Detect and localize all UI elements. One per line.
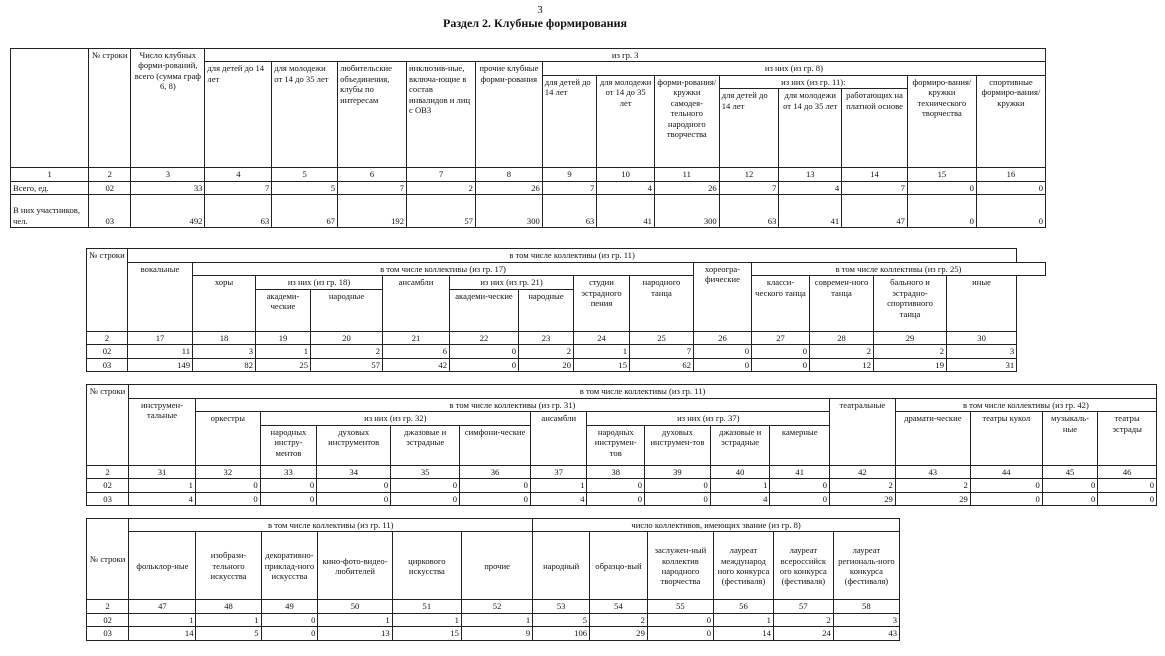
column-index: 16 xyxy=(976,168,1045,181)
data-cell: 29 xyxy=(830,492,896,505)
data-cell: 1 xyxy=(713,613,773,626)
data-cell: 20 xyxy=(519,358,574,371)
data-cell: 5 xyxy=(533,613,590,626)
data-cell: 14 xyxy=(713,627,773,640)
data-cell: 63 xyxy=(205,195,272,228)
data-cell: 29 xyxy=(590,627,648,640)
header-puppet: театры кукол xyxy=(970,412,1042,465)
instrumental-theatre-table xyxy=(86,384,1157,506)
data-cell: 492 xyxy=(131,195,205,228)
data-cell: 2 xyxy=(874,345,947,358)
header-incl-11: в том числе коллективы (из гр. 11) xyxy=(129,519,533,532)
column-index: 45 xyxy=(1042,465,1098,478)
data-cell: 4 xyxy=(129,492,196,505)
data-cell: 0 xyxy=(391,479,460,492)
header-incl-11: в том числе коллективы (из гр. 11) xyxy=(128,249,1017,263)
header-paid: работающих на платной основе xyxy=(842,89,908,168)
header-chamber: камерные xyxy=(770,425,830,465)
data-cell: 5 xyxy=(196,627,261,640)
row-label: В них участников, чел. xyxy=(11,195,89,228)
column-index: 38 xyxy=(587,465,645,478)
data-cell: 41 xyxy=(779,195,842,228)
header-jazz-2: джазовые и эстрадные xyxy=(710,425,770,465)
header-choreo: хореогра-фические xyxy=(694,263,752,332)
header-narodny: народный xyxy=(533,532,590,600)
column-index: 31 xyxy=(129,465,196,478)
header-folk-ensembles: народные xyxy=(519,289,574,331)
column-index: 35 xyxy=(391,465,460,478)
row-label: Всего, ед. xyxy=(11,181,89,194)
column-index: 26 xyxy=(694,331,752,344)
data-cell: 57 xyxy=(407,195,476,228)
header-other-formations: прочие клубные форми-рования xyxy=(475,62,542,168)
column-index: 12 xyxy=(719,168,779,181)
data-cell: 2 xyxy=(407,181,476,194)
row-code: 03 xyxy=(87,358,128,371)
header-orchestras: оркестры xyxy=(195,412,260,465)
data-cell: 4 xyxy=(530,492,587,505)
data-cell: 47 xyxy=(842,195,908,228)
data-cell: 149 xyxy=(128,358,193,371)
header-row-no: № строки xyxy=(87,385,129,466)
column-index: 40 xyxy=(710,465,770,478)
data-cell: 0 xyxy=(260,479,317,492)
header-academic-ensembles: академи-ческие xyxy=(450,289,519,331)
header-laureate-regional: лауреат региональ-ного конкурса (фестиваля) xyxy=(833,532,899,600)
header-titles: число коллективов, имеющих звание (из гр. 8) xyxy=(533,519,900,532)
data-cell: 43 xyxy=(833,627,899,640)
row-code: 03 xyxy=(89,195,131,228)
header-incl-42: в том числе коллективы (из гр. 42) xyxy=(895,399,1156,412)
data-cell: 0 xyxy=(195,479,260,492)
data-cell: 1 xyxy=(129,479,196,492)
data-cell: 1 xyxy=(461,613,532,626)
page-number: 3 xyxy=(537,4,543,16)
column-index: 47 xyxy=(129,600,196,613)
data-cell: 1 xyxy=(392,613,461,626)
header-jazz: джазовые и эстрадные xyxy=(391,425,460,465)
data-cell: 0 xyxy=(907,195,976,228)
data-cell: 2 xyxy=(590,613,648,626)
column-index: 52 xyxy=(461,600,532,613)
data-cell: 15 xyxy=(574,358,630,371)
data-cell: 2 xyxy=(519,345,574,358)
column-index: 28 xyxy=(810,331,874,344)
data-cell: 62 xyxy=(630,358,694,371)
data-cell: 6 xyxy=(383,345,450,358)
data-cell: 0 xyxy=(587,492,645,505)
data-cell: 11 xyxy=(128,345,193,358)
header-variety: театры эстрады xyxy=(1098,412,1157,465)
header-youth-11: для молодежи от 14 до 35 лет xyxy=(779,89,842,168)
column-index: 22 xyxy=(450,331,519,344)
column-index: 6 xyxy=(338,168,407,181)
header-wind: духовых инструментов xyxy=(317,425,391,465)
row-code: 02 xyxy=(87,345,128,358)
data-cell: 31 xyxy=(947,358,1017,371)
header-choirs: хоры xyxy=(193,276,256,331)
data-cell: 1 xyxy=(710,479,770,492)
header-of-18: из них (из гр. 18) xyxy=(256,276,383,289)
header-photo-video: кино-фото-видео-любителей xyxy=(318,532,392,600)
header-ballroom: бального и эстрадно-спортивного танца xyxy=(874,276,947,331)
data-cell: 7 xyxy=(542,181,597,194)
column-index: 54 xyxy=(590,600,648,613)
column-index: 56 xyxy=(713,600,773,613)
data-cell: 106 xyxy=(533,627,590,640)
column-index: 44 xyxy=(970,465,1042,478)
header-circus: циркового искусства xyxy=(392,532,461,600)
data-cell: 29 xyxy=(895,492,970,505)
column-index: 29 xyxy=(874,331,947,344)
data-cell: 4 xyxy=(597,181,655,194)
vocal-choreo-table xyxy=(86,248,1046,372)
data-cell: 0 xyxy=(1098,479,1157,492)
data-cell: 82 xyxy=(193,358,256,371)
data-cell: 192 xyxy=(338,195,407,228)
header-of-col11: из них (из гр. 11): xyxy=(719,75,907,88)
column-index: 9 xyxy=(542,168,597,181)
column-index: 17 xyxy=(128,331,193,344)
data-cell: 0 xyxy=(587,479,645,492)
header-decorative: декоративно-приклад-ного искусства xyxy=(261,532,318,600)
column-index: 36 xyxy=(460,465,531,478)
column-index: 18 xyxy=(193,331,256,344)
data-cell: 0 xyxy=(195,492,260,505)
header-incl-17: в том числе коллективы (из гр. 17) xyxy=(193,263,694,276)
data-cell: 4 xyxy=(779,181,842,194)
header-total: Число клубных форми-рований, всего (сумма граф 6, 8) xyxy=(131,49,205,168)
column-index: 24 xyxy=(574,331,630,344)
data-cell: 0 xyxy=(450,345,519,358)
data-cell: 7 xyxy=(719,181,779,194)
data-cell: 3 xyxy=(947,345,1017,358)
data-cell: 0 xyxy=(770,492,830,505)
column-index: 20 xyxy=(311,331,383,344)
header-technical: формиро-вания/кружки технического творчества xyxy=(907,75,976,167)
data-cell: 9 xyxy=(461,627,532,640)
header-youth-8: для молодежи от 14 до 35 лет xyxy=(597,75,655,167)
header-of-21: из них (из гр. 21) xyxy=(450,276,574,289)
data-cell: 41 xyxy=(597,195,655,228)
column-index: 11 xyxy=(654,168,719,181)
row-code: 02 xyxy=(87,479,129,492)
header-classic-dance: класси-ческого танца xyxy=(752,276,810,331)
column-index: 2 xyxy=(87,600,129,613)
header-ensembles: ансамбли xyxy=(530,412,587,465)
column-index: 49 xyxy=(261,600,318,613)
corner-cell xyxy=(11,49,89,168)
header-children-8: для детей до 14 лет xyxy=(542,75,597,167)
header-of-37: из них (из гр. 37) xyxy=(587,412,830,425)
column-index: 34 xyxy=(317,465,391,478)
data-cell: 0 xyxy=(647,613,713,626)
header-laureate-national: лауреат всероссийск ого конкурса (фестиваля) xyxy=(773,532,833,600)
column-index: 25 xyxy=(630,331,694,344)
row-code: 02 xyxy=(89,181,131,194)
column-index: 7 xyxy=(407,168,476,181)
data-cell: 24 xyxy=(773,627,833,640)
data-cell: 0 xyxy=(1098,492,1157,505)
header-musical: музыкаль-ные xyxy=(1042,412,1098,465)
data-cell: 13 xyxy=(318,627,392,640)
column-index: 2 xyxy=(89,168,131,181)
header-row-no: № строки xyxy=(87,249,128,332)
header-folklore: фольклор-ные xyxy=(129,532,196,600)
column-index: 1 xyxy=(11,168,89,181)
header-drama: драмати-ческие xyxy=(895,412,970,465)
header-incl-11: в том числе коллективы (из гр. 11) xyxy=(129,385,1157,399)
data-cell: 0 xyxy=(460,492,531,505)
data-cell: 0 xyxy=(317,492,391,505)
data-cell: 7 xyxy=(205,181,272,194)
data-cell: 0 xyxy=(450,358,519,371)
column-index: 53 xyxy=(533,600,590,613)
column-index: 8 xyxy=(475,168,542,181)
data-cell: 67 xyxy=(272,195,338,228)
column-index: 48 xyxy=(196,600,261,613)
column-index: 58 xyxy=(833,600,899,613)
header-laureate-intl: лауреат международ ного конкурса (фестиваля) xyxy=(713,532,773,600)
data-cell: 0 xyxy=(317,479,391,492)
column-index: 57 xyxy=(773,600,833,613)
header-folk-dance: народного танца xyxy=(630,276,694,331)
header-row-no: № строки xyxy=(89,49,131,168)
column-index: 37 xyxy=(530,465,587,478)
data-cell: 0 xyxy=(460,479,531,492)
data-cell: 0 xyxy=(752,345,810,358)
header-wind-2: духовых инструмен-тов xyxy=(645,425,711,465)
row-code: 03 xyxy=(87,492,129,505)
header-others: иные xyxy=(947,276,1017,331)
header-of-col3: из гр. 3 xyxy=(205,49,1046,62)
header-folk-art: форми-рования/ кружки самодея-тельного народного творчества xyxy=(654,75,719,167)
data-cell: 1 xyxy=(574,345,630,358)
column-index: 42 xyxy=(830,465,896,478)
data-cell: 0 xyxy=(261,613,318,626)
header-of-32: из них (из гр. 32) xyxy=(260,412,530,425)
data-cell: 2 xyxy=(895,479,970,492)
data-cell: 0 xyxy=(645,492,711,505)
column-index: 50 xyxy=(318,600,392,613)
clubs-summary-table xyxy=(10,48,1046,228)
data-cell: 42 xyxy=(383,358,450,371)
column-index: 43 xyxy=(895,465,970,478)
data-cell: 25 xyxy=(256,358,311,371)
header-visual-arts: изобрази-тельного искусства xyxy=(196,532,261,600)
section-title: Раздел 2. Клубные формирования xyxy=(442,16,627,30)
column-index: 55 xyxy=(647,600,713,613)
folklore-titles-table xyxy=(86,518,900,641)
header-of-col8: из них (из гр. 8) xyxy=(542,62,1045,75)
data-cell: 1 xyxy=(129,613,196,626)
column-index: 39 xyxy=(645,465,711,478)
header-instrumental: инструмен-тальные xyxy=(129,399,196,466)
data-cell: 5 xyxy=(272,181,338,194)
header-academic-choirs: академи-ческие xyxy=(256,289,311,331)
column-index: 23 xyxy=(519,331,574,344)
data-cell: 0 xyxy=(970,492,1042,505)
data-cell: 0 xyxy=(1042,492,1098,505)
data-cell: 7 xyxy=(842,181,908,194)
column-index: 46 xyxy=(1098,465,1157,478)
data-cell: 2 xyxy=(810,345,874,358)
column-index: 14 xyxy=(842,168,908,181)
header-theatre: театральные xyxy=(830,399,896,466)
data-cell: 33 xyxy=(131,181,205,194)
data-cell: 0 xyxy=(976,195,1045,228)
data-cell: 7 xyxy=(338,181,407,194)
column-index: 2 xyxy=(87,331,128,344)
data-cell: 26 xyxy=(475,181,542,194)
header-symphonic: симфони-ческие xyxy=(460,425,531,465)
data-cell: 0 xyxy=(261,627,318,640)
column-index: 10 xyxy=(597,168,655,181)
data-cell: 14 xyxy=(129,627,196,640)
data-cell: 3 xyxy=(833,613,899,626)
data-cell: 1 xyxy=(318,613,392,626)
data-cell: 0 xyxy=(970,479,1042,492)
column-index: 51 xyxy=(392,600,461,613)
data-cell: 2 xyxy=(311,345,383,358)
column-index: 4 xyxy=(205,168,272,181)
data-cell: 2 xyxy=(830,479,896,492)
data-cell: 0 xyxy=(694,345,752,358)
column-index: 2 xyxy=(87,465,129,478)
data-cell: 0 xyxy=(770,479,830,492)
header-folk-instr-2: народных инструмен-тов xyxy=(587,425,645,465)
header-incl-25: в том числе коллективы (из гр. 25) xyxy=(752,263,1046,276)
data-cell: 1 xyxy=(530,479,587,492)
data-cell: 0 xyxy=(907,181,976,194)
header-youth: для молодежи от 14 до 35 лет xyxy=(272,62,338,168)
header-children-11: для детей до 14 лет xyxy=(719,89,779,168)
data-cell: 2 xyxy=(773,613,833,626)
data-cell: 4 xyxy=(710,492,770,505)
data-cell: 19 xyxy=(874,358,947,371)
column-index: 5 xyxy=(272,168,338,181)
data-cell: 0 xyxy=(752,358,810,371)
data-cell: 0 xyxy=(976,181,1045,194)
header-folk-instr: народных инстру-ментов xyxy=(260,425,317,465)
header-incl-31: в том числе коллективы (из гр. 31) xyxy=(195,399,829,412)
column-index: 33 xyxy=(260,465,317,478)
data-cell: 0 xyxy=(260,492,317,505)
header-honored: заслужен-ный коллектив народного творчества xyxy=(647,532,713,600)
column-index: 27 xyxy=(752,331,810,344)
data-cell: 15 xyxy=(392,627,461,640)
header-row-no: № строки xyxy=(87,519,129,600)
header-studios: студии эстрадного пения xyxy=(574,276,630,331)
header-exemplary: образцо-вый xyxy=(590,532,648,600)
header-children: для детей до 14 лет xyxy=(205,62,272,168)
data-cell: 0 xyxy=(645,479,711,492)
data-cell: 0 xyxy=(694,358,752,371)
data-cell: 0 xyxy=(1042,479,1098,492)
data-cell: 7 xyxy=(630,345,694,358)
row-code: 03 xyxy=(87,627,129,640)
column-index: 15 xyxy=(907,168,976,181)
header-amateur: любительские объединения, клубы по интересам xyxy=(338,62,407,168)
column-index: 21 xyxy=(383,331,450,344)
header-modern-dance: современ-ного танца xyxy=(810,276,874,331)
header-other: прочие xyxy=(461,532,532,600)
data-cell: 0 xyxy=(391,492,460,505)
data-cell: 1 xyxy=(256,345,311,358)
column-index: 19 xyxy=(256,331,311,344)
data-cell: 26 xyxy=(654,181,719,194)
header-vocal: вокальные xyxy=(128,263,193,332)
data-cell: 3 xyxy=(193,345,256,358)
header-inclusive: инклюзив-ные, включа-ющие в состав инвалидов и лиц с ОВЗ xyxy=(407,62,476,168)
data-cell: 12 xyxy=(810,358,874,371)
data-cell: 300 xyxy=(475,195,542,228)
data-cell: 57 xyxy=(311,358,383,371)
column-index: 13 xyxy=(779,168,842,181)
data-cell: 63 xyxy=(542,195,597,228)
header-ensembles: ансамбли xyxy=(383,276,450,331)
row-code: 02 xyxy=(87,613,129,626)
column-index: 3 xyxy=(131,168,205,181)
column-index: 30 xyxy=(947,331,1017,344)
column-index: 32 xyxy=(195,465,260,478)
data-cell: 300 xyxy=(654,195,719,228)
data-cell: 63 xyxy=(719,195,779,228)
header-sport: спортивные формиро-вания/кружки xyxy=(976,75,1045,167)
data-cell: 0 xyxy=(647,627,713,640)
header-folk-choirs: народные xyxy=(311,289,383,331)
data-cell: 1 xyxy=(196,613,261,626)
column-index: 41 xyxy=(770,465,830,478)
